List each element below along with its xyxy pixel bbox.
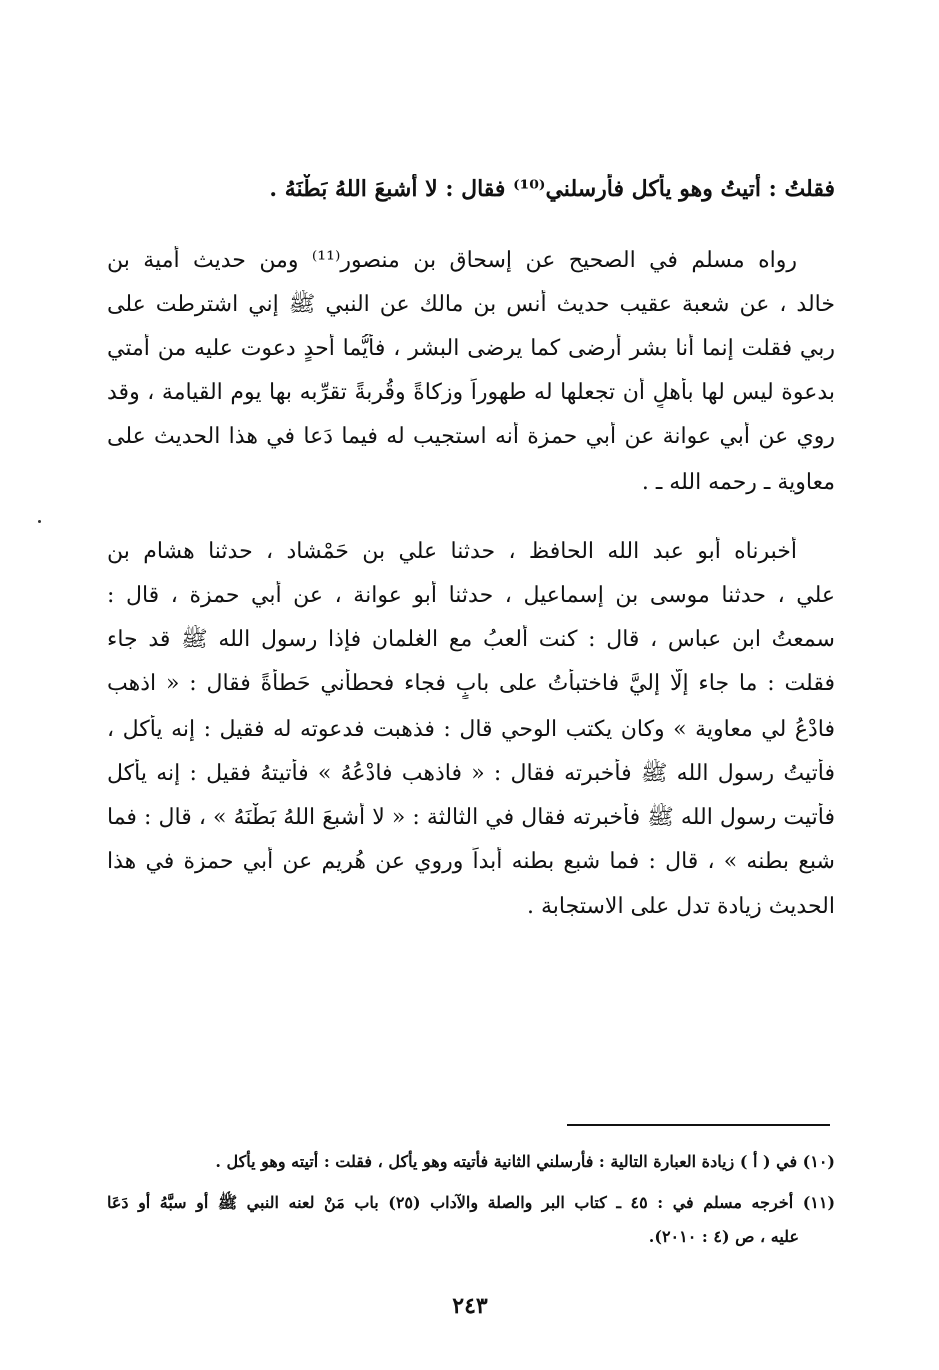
paragraph-2-line-2: علي ، حدثنا موسى بن إسماعيل ، حدثنا أبو عوانة ، عن أبي حمزة ، قال :	[107, 583, 835, 608]
paragraph-1-line-4: بدعوة ليس لها بأهلٍ أن تجعلها له طهوراً وزكاةً وقُربةً تقرِّبه بها يوم القيامة ، وقد	[107, 380, 835, 405]
footnote-11-line-1: (١١) أخرجه مسلم في : ٤٥ ـ كتاب البر والصلة والآداب (٢٥) باب مَنْ لعنه النبي ﷺ أو سبَّهُ أو دَعَا	[107, 1193, 835, 1212]
paragraph-2-line-6: فأتيتُ رسول الله ﷺ فأخبرته فقال : « فاذهب فادْعُهُ » فأتيتهُ فقيل : إنه يأكل	[107, 761, 835, 786]
paragraph-1-line-2: خالد ، عن شعبة عقيب حديث أنس بن مالك عن النبي ﷺ إني اشترطت على	[107, 292, 835, 317]
paragraph-2-line-4: فقلت : ما جاء إلّا إليَّ فاختبأتُ على بابٍ فجاء فحطأني حَطأةً فقال : « اذهب	[107, 671, 835, 696]
opening-line: فقلتُ : أتيتُ وهو يأكل فأرسلني⁽¹⁰⁾ فقال : لا أشبعَ اللهُ بَطْنَهُ .	[269, 176, 835, 202]
paragraph-1-line-5: روي عن أبي عوانة عن أبي حمزة أنه استجيب له فيما دَعا في هذا الحديث على	[107, 424, 835, 449]
paragraph-2-line-9: الحديث زيادة تدل على الاستجابة .	[527, 894, 835, 919]
paragraph-1-line-6: معاوية ـ رحمه الله ـ .	[641, 470, 835, 495]
footnote-11-line-2: عليه ، ص (٤ : ٢٠١٠).	[648, 1227, 799, 1246]
paragraph-2-line-7: فأتيت رسول الله ﷺ فأخبرته فقال في الثالثة : « لا أشبعَ اللهُ بَطْنَهُ » ، قال : فما	[107, 805, 835, 830]
paragraph-1-line-1: رواه مسلم في الصحيح عن إسحاق بن منصور⁽¹¹⁾ ومن حديث أمية بن	[107, 248, 797, 273]
paragraph-2-line-5: فادْعُ لي معاوية » وكان يكتب الوحي قال : فذهبت فدعوته له فقيل : إنه يأكل ،	[107, 717, 835, 742]
footnote-10: (١٠) في ( أ ) زيادة العبارة التالية : فأرسلني الثانية فأتيته وهو يأكل ، فقلت : أتيته وهو يأكل .	[215, 1152, 835, 1171]
footnote-separator	[567, 1124, 830, 1126]
paragraph-2-line-1: أخبرناه أبو عبد الله الحافظ ، حدثنا علي بن حَمْشاد ، حدثنا هشام بن	[107, 539, 797, 564]
paragraph-2-line-3: سمعتُ ابن عباس ، قال : كنت ألعبُ مع الغلمان فإذا رسول الله ﷺ قد جاء	[107, 627, 835, 652]
paragraph-1-line-3: ربي فقلت إنما أنا بشر أرضى كما يرضى البشر ، فأيُّما أحدٍ دعوت عليه من أمتي	[107, 336, 835, 361]
paragraph-2-line-8: شبع بطنه » ، قال : فما شبع بطنه أبداً وروي عن هُريم عن أبي حمزة في هذا	[107, 849, 835, 874]
scan-speck	[38, 520, 41, 523]
page-number: ٢٤٣	[452, 1293, 488, 1319]
